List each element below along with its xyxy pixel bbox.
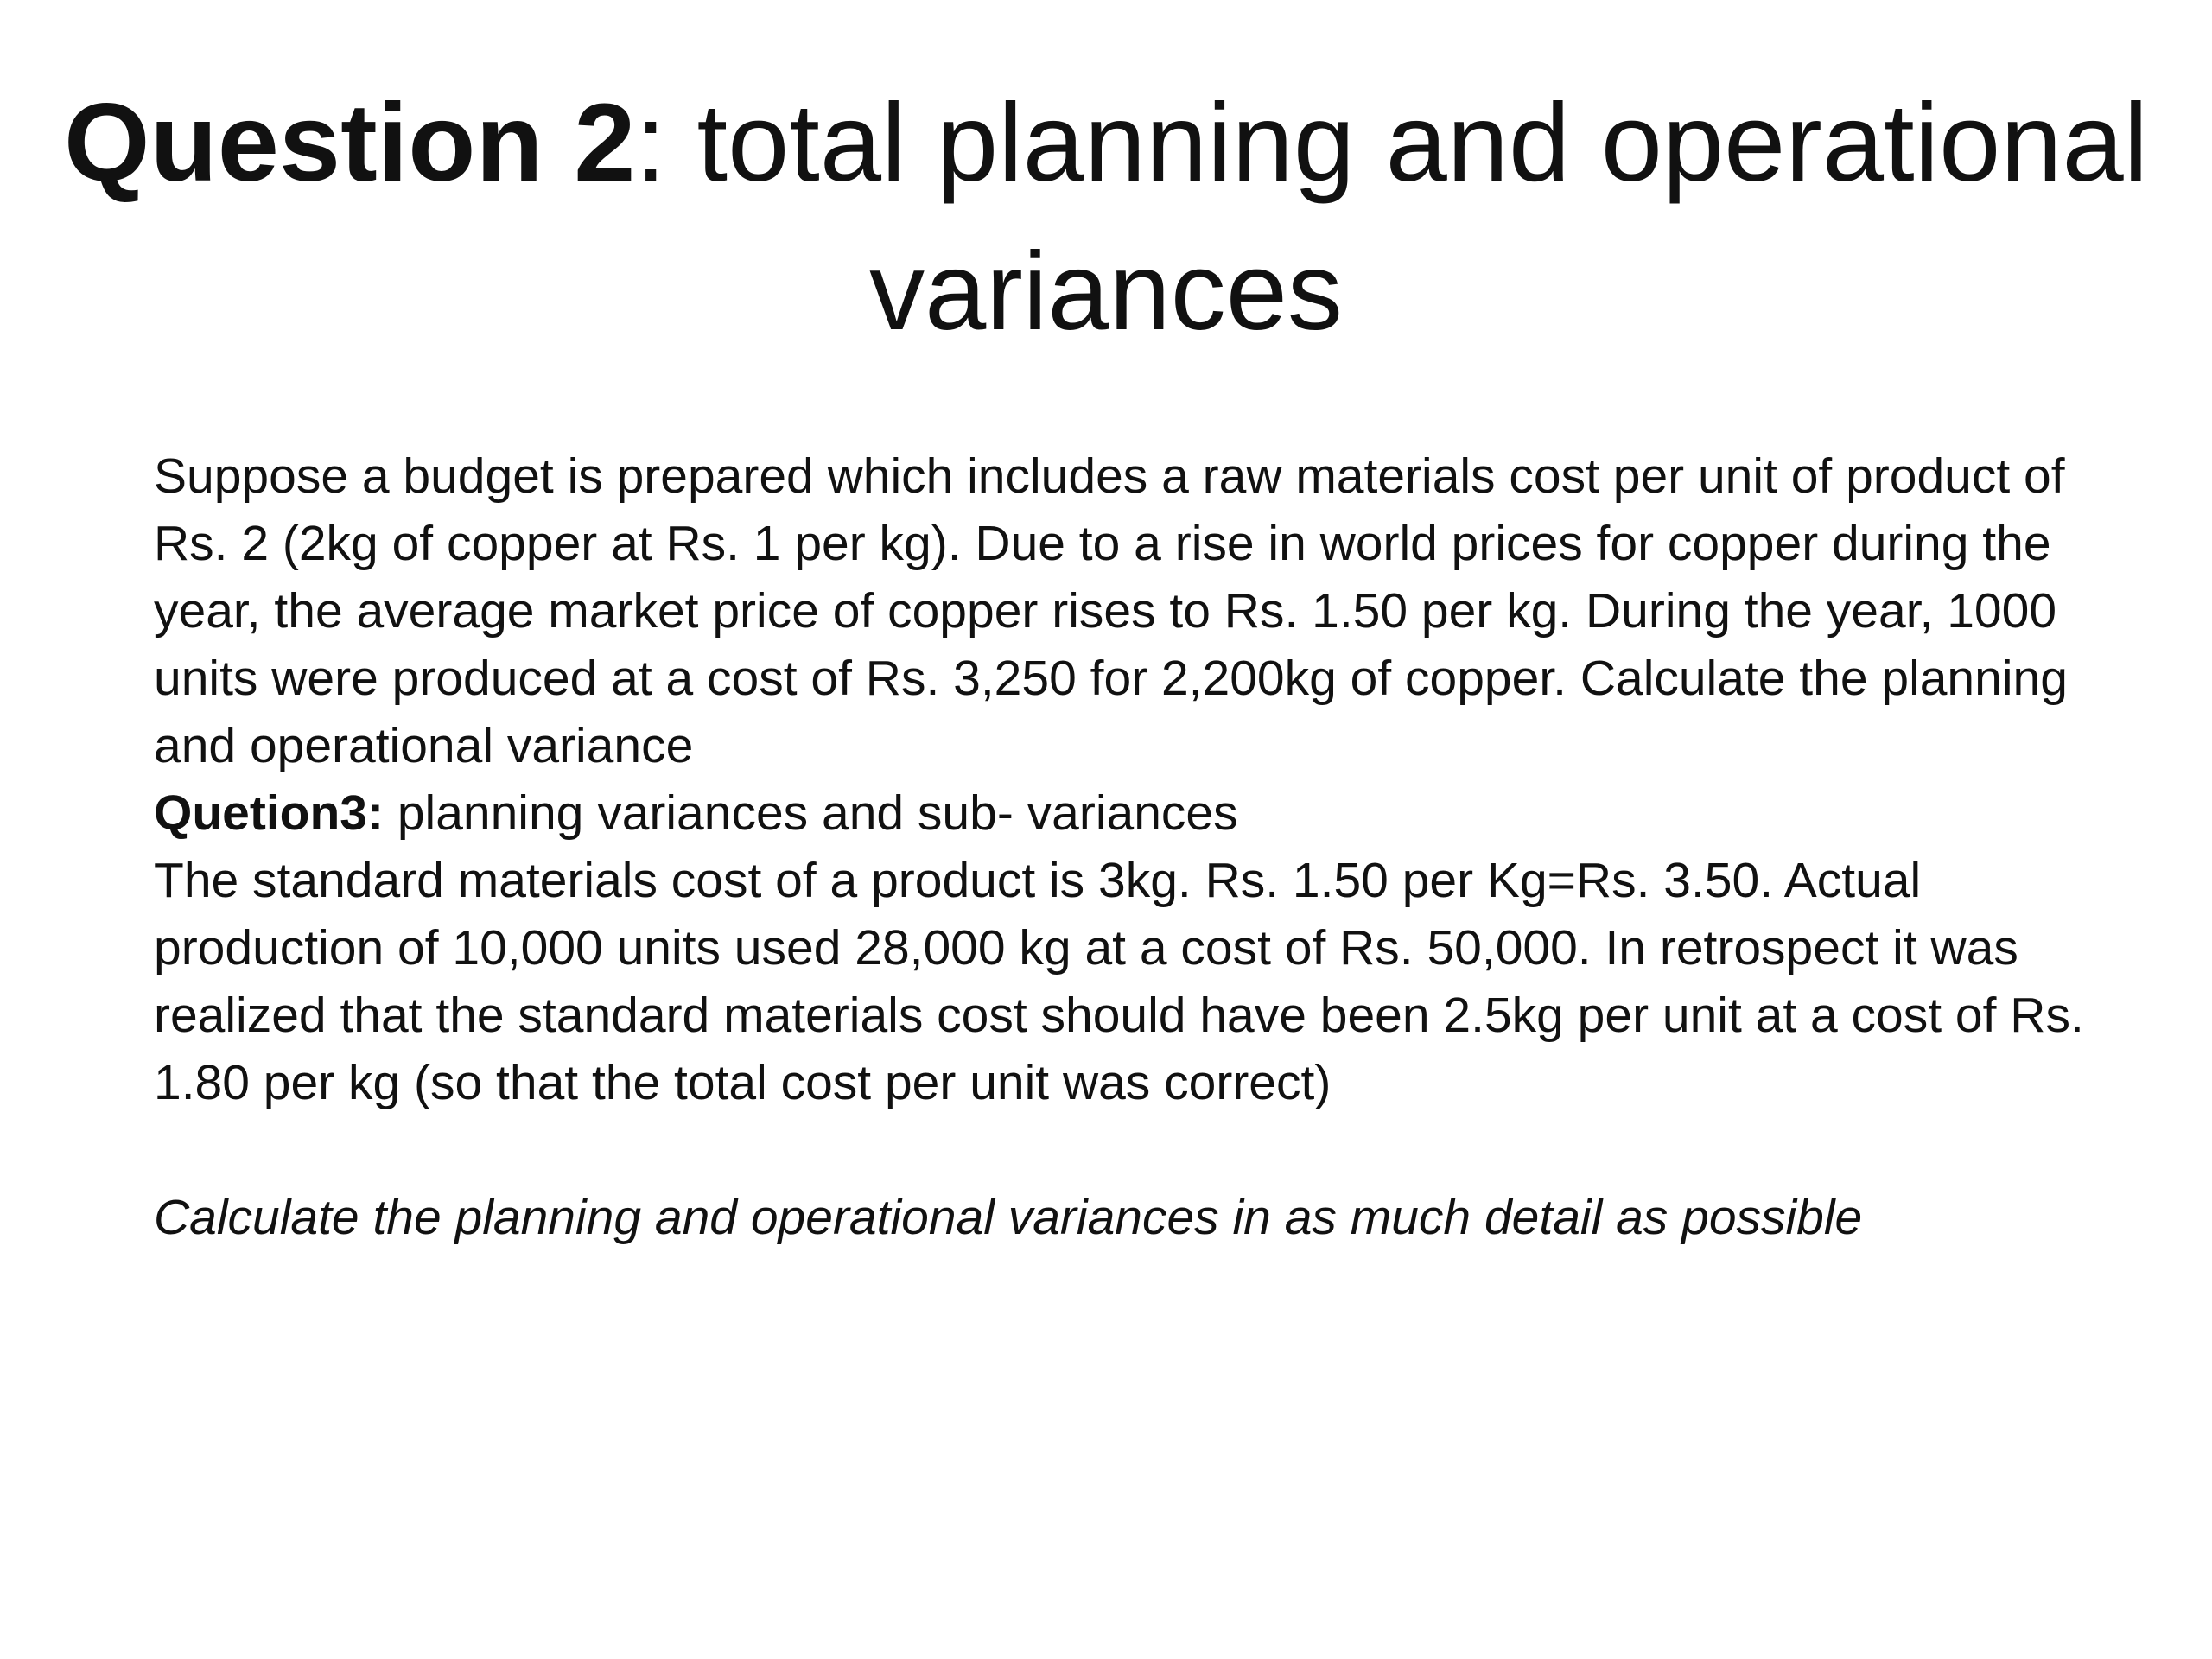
question3-heading-line (154, 779, 2133, 847)
slide-body (154, 442, 2133, 1251)
question3-text: The standard materials cost of a product is 3kg. Rs. 1.50 per Kg=Rs. 3.50. Actual production of 10,000 units used 28,000 kg at a cost of Rs. 50,000. In retrospect it was realized that the standard materials cost should have been 2.5kg per unit at a cost of Rs. 1.80 per kg (so that the total cost per unit was correct) (154, 853, 2084, 1110)
title-topic: : total planning and operational variances (635, 81, 2149, 353)
question3-label: Quetion3: (154, 785, 384, 841)
paragraph-spacer (154, 1116, 2133, 1184)
question2-text: Suppose a budget is prepared which includes a raw materials cost per unit of product of Rs. 2 (2kg of copper at Rs. 1 per kg). Due to a rise in world prices for copper during the year, the average market price of copper rises to Rs. 1.50 per kg. During the year, 1000 units were produced at a cost of Rs. 3,250 for 2,200kg of copper. Calculate the planning and operational variance (154, 448, 2068, 773)
slide-title (0, 69, 2212, 366)
question3-heading: planning variances and sub- variances (384, 785, 1238, 841)
title-question-label: Question 2 (63, 81, 636, 205)
question3-instruction: Calculate the planning and operational variances in as much detail as possible (154, 1190, 1863, 1245)
